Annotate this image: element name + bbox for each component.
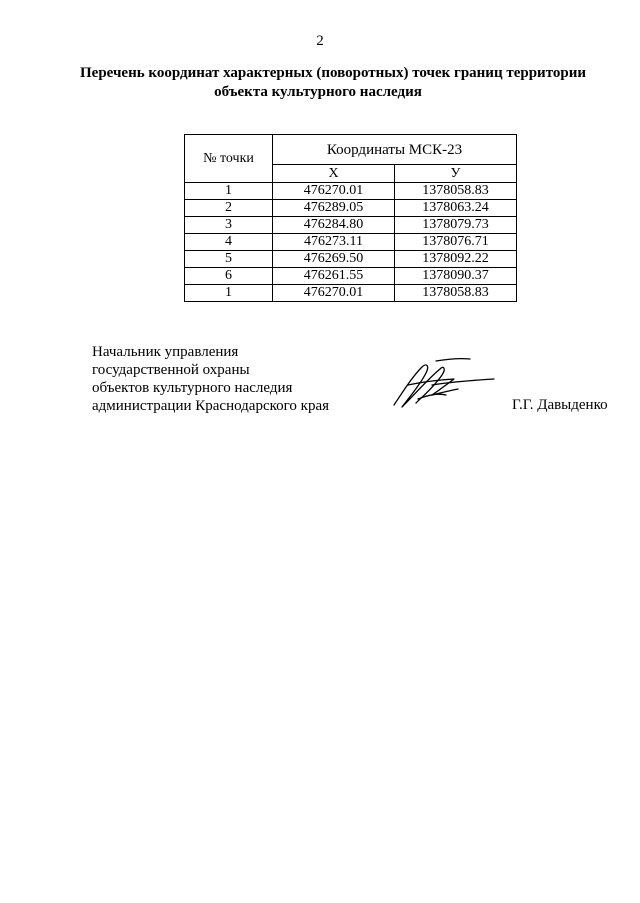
table-row	[185, 251, 517, 268]
signer-position-line-1: Начальник управления	[92, 344, 239, 360]
cell-y: 1378092.22	[395, 251, 517, 268]
table-row	[185, 217, 517, 234]
table-row	[185, 200, 517, 217]
page-number: 2	[316, 33, 324, 49]
document-title-line-2: объекта культурного наследия	[214, 84, 422, 100]
header-coordinates-msk23: Координаты МСК-23	[273, 135, 517, 165]
table-row	[185, 183, 517, 200]
cell-point: 1	[185, 183, 273, 200]
coordinates-table	[184, 134, 517, 302]
cell-point: 1	[185, 285, 273, 302]
cell-x: 476289.05	[273, 200, 395, 217]
handwritten-signature	[388, 355, 498, 415]
table-row	[185, 285, 517, 302]
signer-position	[92, 343, 329, 415]
cell-y: 1378058.83	[395, 183, 517, 200]
cell-x: 476269.50	[273, 251, 395, 268]
cell-point: 4	[185, 234, 273, 251]
signer-position-line-3: объектов культурного наследия	[92, 380, 293, 396]
table-row	[185, 234, 517, 251]
header-x: X	[273, 165, 395, 183]
cell-x: 476270.01	[273, 285, 395, 302]
cell-point: 3	[185, 217, 273, 234]
cell-y: 1378063.24	[395, 200, 517, 217]
document-title	[80, 64, 586, 102]
cell-point: 5	[185, 251, 273, 268]
cell-y: 1378090.37	[395, 268, 517, 285]
cell-point: 2	[185, 200, 273, 217]
table-row	[185, 268, 517, 285]
signer-position-line-2: государственной охраны	[92, 362, 250, 378]
signer-position-line-4: администрации Краснодарского края	[92, 398, 330, 414]
cell-x: 476284.80	[273, 217, 395, 234]
header-y: У	[395, 165, 517, 183]
signer-name: Г.Г. Давыденко	[512, 397, 608, 413]
cell-x: 476261.55	[273, 268, 395, 285]
signature-strokes	[394, 359, 494, 407]
document-title-line-1: Перечень координат характерных (поворотных) точек границ территории	[80, 65, 586, 81]
cell-y: 1378076.71	[395, 234, 517, 251]
cell-x: 476273.11	[273, 234, 395, 251]
cell-y: 1378058.83	[395, 285, 517, 302]
cell-point: 6	[185, 268, 273, 285]
cell-y: 1378079.73	[395, 217, 517, 234]
cell-x: 476270.01	[273, 183, 395, 200]
header-point-number: № точки	[185, 135, 273, 183]
